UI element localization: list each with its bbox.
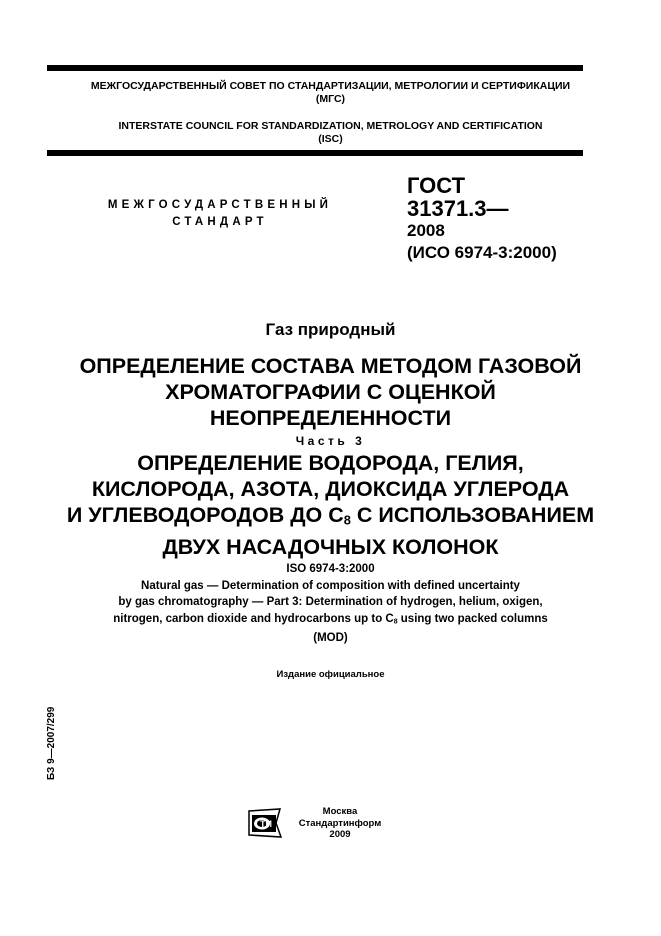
main-title-line: НЕОПРЕДЕЛЕННОСТИ [209,406,452,430]
part-title-line: ДВУХ НАСАДОЧНЫХ КОЛОНОК [162,534,499,559]
main-title [0,353,661,431]
part-title-text: И УГЛЕВОДОРОДОВ ДО C [66,503,344,527]
side-code: БЗ 9—2007/299 [46,706,57,780]
mod-label: (MOD) [313,632,348,645]
part-title [0,450,661,560]
designation-iso: (ИСО 6974-3:2000) [407,243,557,262]
subject-title: Газ природный [265,320,396,339]
subscript: 8 [393,617,398,625]
subscript: 8 [343,512,351,528]
council-ru-abbr: (МГС) [315,93,346,105]
designation [407,174,557,264]
council-en [0,120,661,146]
bottom-rule [47,150,583,156]
english-line: Natural gas — Determination of composition with defined uncertainty [141,579,520,592]
part-title-line: КИСЛОРОДА, АЗОТА, ДИОКСИДА УГЛЕРОДА [91,477,570,501]
english-line: by gas chromatography — Part 3: Determination of hydrogen, helium, oxigen, [118,596,543,608]
standard-type-line2: СТАНДАРТ [172,216,268,228]
designation-number: 31371.3— [407,196,509,221]
edition-label: Издание официальное [276,669,385,680]
council-ru [0,80,661,106]
svg-text:ТИ: ТИ [260,819,272,829]
council-ru-name: МЕЖГОСУДАРСТВЕННЫЙ СОВЕТ ПО СТАНДАРТИЗАЦИИ, МЕТРОЛОГИИ И СЕРТИФИКАЦИИ [90,80,571,92]
publisher [292,806,388,841]
english-line [0,611,661,631]
part-title-text: С ИСПОЛЬЗОВАНИЕМ [350,503,595,527]
designation-prefix: ГОСТ [407,173,466,198]
part-label: Часть 3 [295,434,366,448]
english-text: using two packed columns [397,612,548,625]
part-title-line: ОПРЕДЕЛЕНИЕ ВОДОРОДА, ГЕЛИЯ, [137,451,524,475]
designation-year: 2008 [407,221,445,240]
council-en-name: INTERSTATE COUNCIL FOR STANDARDIZATION, METROLOGY AND CERTIFICATION [118,120,543,132]
english-title [0,561,661,647]
part-title-line [0,502,661,534]
publisher-name: Стандартинформ [298,817,382,829]
standartinform-logo-icon [246,808,286,838]
standard-type [90,197,350,231]
english-text: nitrogen, carbon dioxide and hydrocarbons up to C [113,612,394,625]
publisher-year: 2009 [329,829,351,840]
publisher-city: Москва [322,806,358,817]
council-en-abbr: (ISC) [318,133,343,145]
iso-reference: ISO 6974-3:2000 [286,563,375,575]
top-rule [47,65,583,71]
main-title-line: ХРОМАТОГРАФИИ С ОЦЕНКОЙ [165,380,496,404]
main-title-line: ОПРЕДЕЛЕНИЕ СОСТАВА МЕТОДОМ ГАЗОВОЙ [79,354,582,378]
standard-type-line1: МЕЖГОСУДАРСТВЕННЫЙ [107,199,333,211]
